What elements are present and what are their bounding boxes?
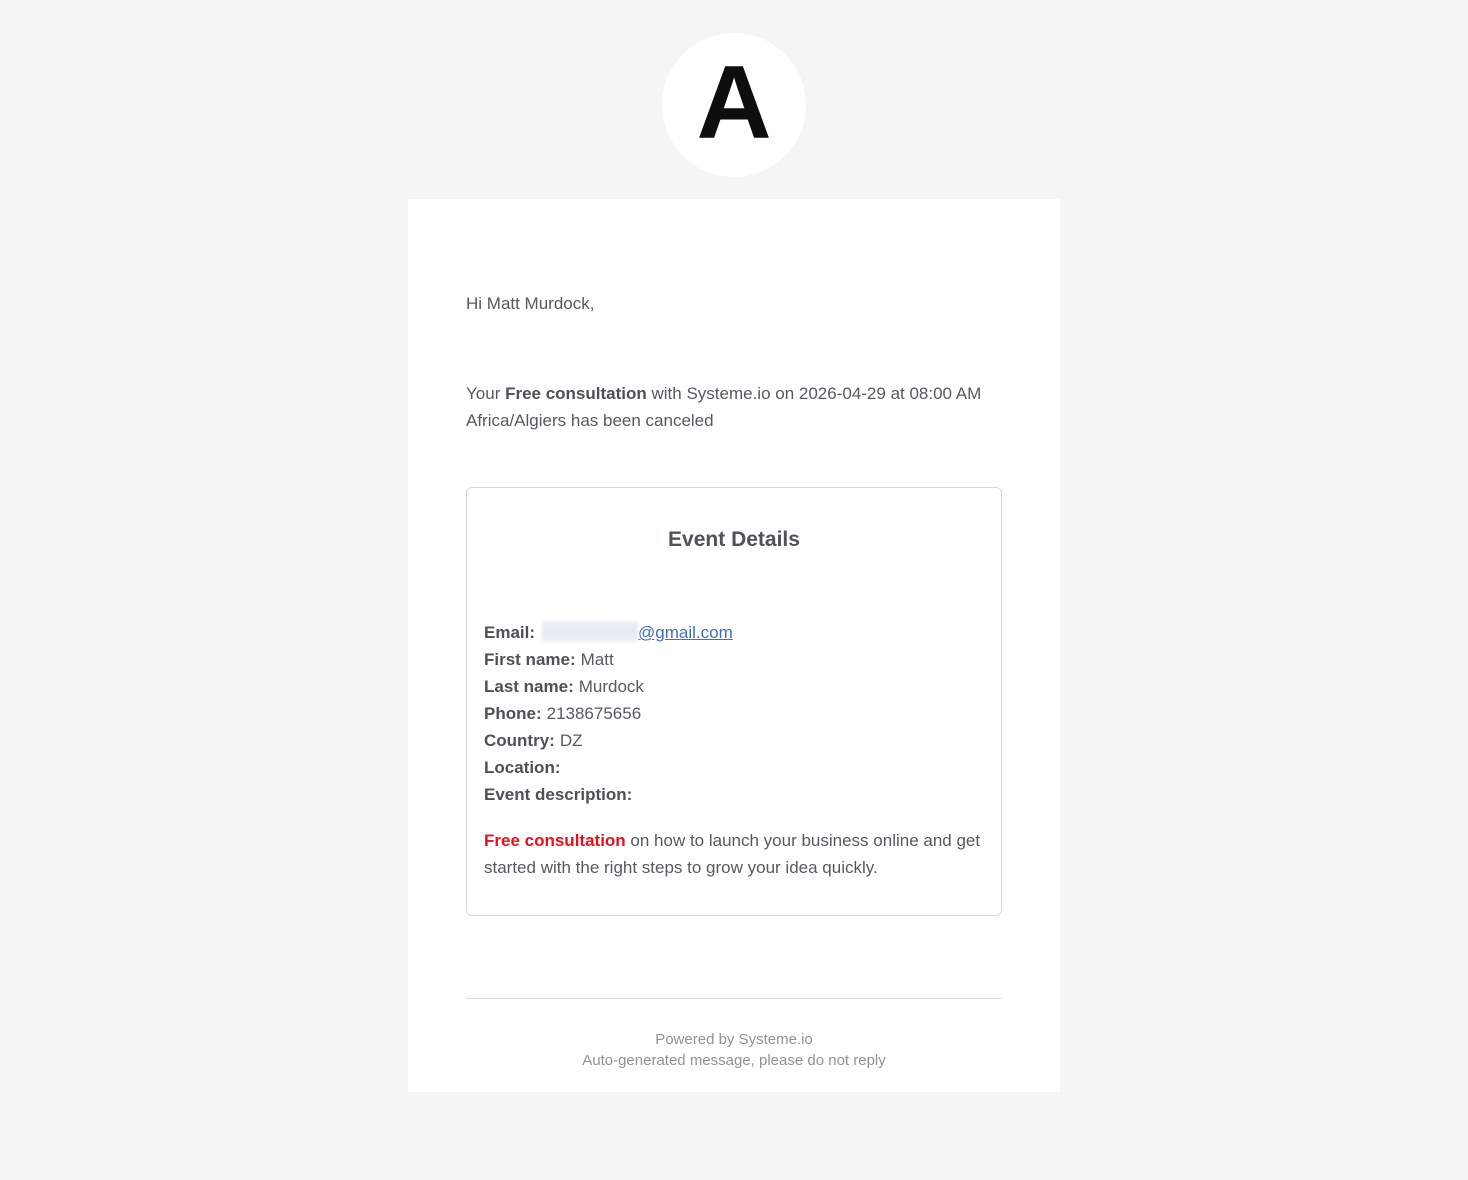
event-description-highlight: Free consultation [484, 831, 626, 850]
detail-row-event-description [484, 781, 984, 808]
event-details-title: Event Details [668, 528, 800, 551]
phone-value: 2138675656 [546, 704, 642, 723]
last-name-label: Last name: [484, 677, 574, 696]
email-link[interactable]: @gmail.com [638, 623, 733, 642]
email-footer [466, 1029, 1002, 1071]
footer-divider [466, 998, 1002, 999]
last-name-value: Murdock [578, 677, 644, 696]
email-page-background [0, 33, 1468, 1180]
powered-by-text: Powered by Systeme.io [655, 1031, 813, 1048]
first-name-value: Matt [580, 650, 614, 669]
detail-row-email [484, 619, 984, 646]
detail-row-country [484, 727, 984, 754]
detail-row-last-name [484, 673, 984, 700]
event-name-bold: Free consultation [505, 384, 647, 403]
email-redacted-blur [542, 621, 638, 642]
cancellation-message [466, 380, 1002, 434]
phone-label: Phone: [484, 704, 542, 723]
email-label: Email: [484, 623, 536, 642]
greeting-text: Hi Matt Murdock, [466, 294, 595, 313]
event-details-box [466, 487, 1002, 916]
event-description-paragraph [484, 827, 984, 881]
sender-avatar [662, 33, 806, 177]
event-description-label: Event description: [484, 785, 633, 804]
detail-row-phone [484, 700, 984, 727]
event-description-text: on how to launch your business online and get started with the right steps to grow your idea quickly. [484, 831, 981, 877]
location-label: Location: [484, 758, 561, 777]
country-value: DZ [559, 731, 583, 750]
detail-row-location [484, 754, 984, 781]
cancellation-message-prefix: Your [466, 384, 506, 403]
detail-row-first-name [484, 646, 984, 673]
first-name-label: First name: [484, 650, 576, 669]
email-body-card [408, 199, 1060, 1092]
country-label: Country: [484, 731, 555, 750]
auto-generated-text: Auto-generated message, please do not reply [582, 1052, 886, 1069]
avatar-letter: A [696, 45, 772, 161]
cancellation-message-suffix: with Systeme.io on 2026-04-29 at 08:00 AM Africa/Algiers has been canceled [466, 384, 982, 430]
